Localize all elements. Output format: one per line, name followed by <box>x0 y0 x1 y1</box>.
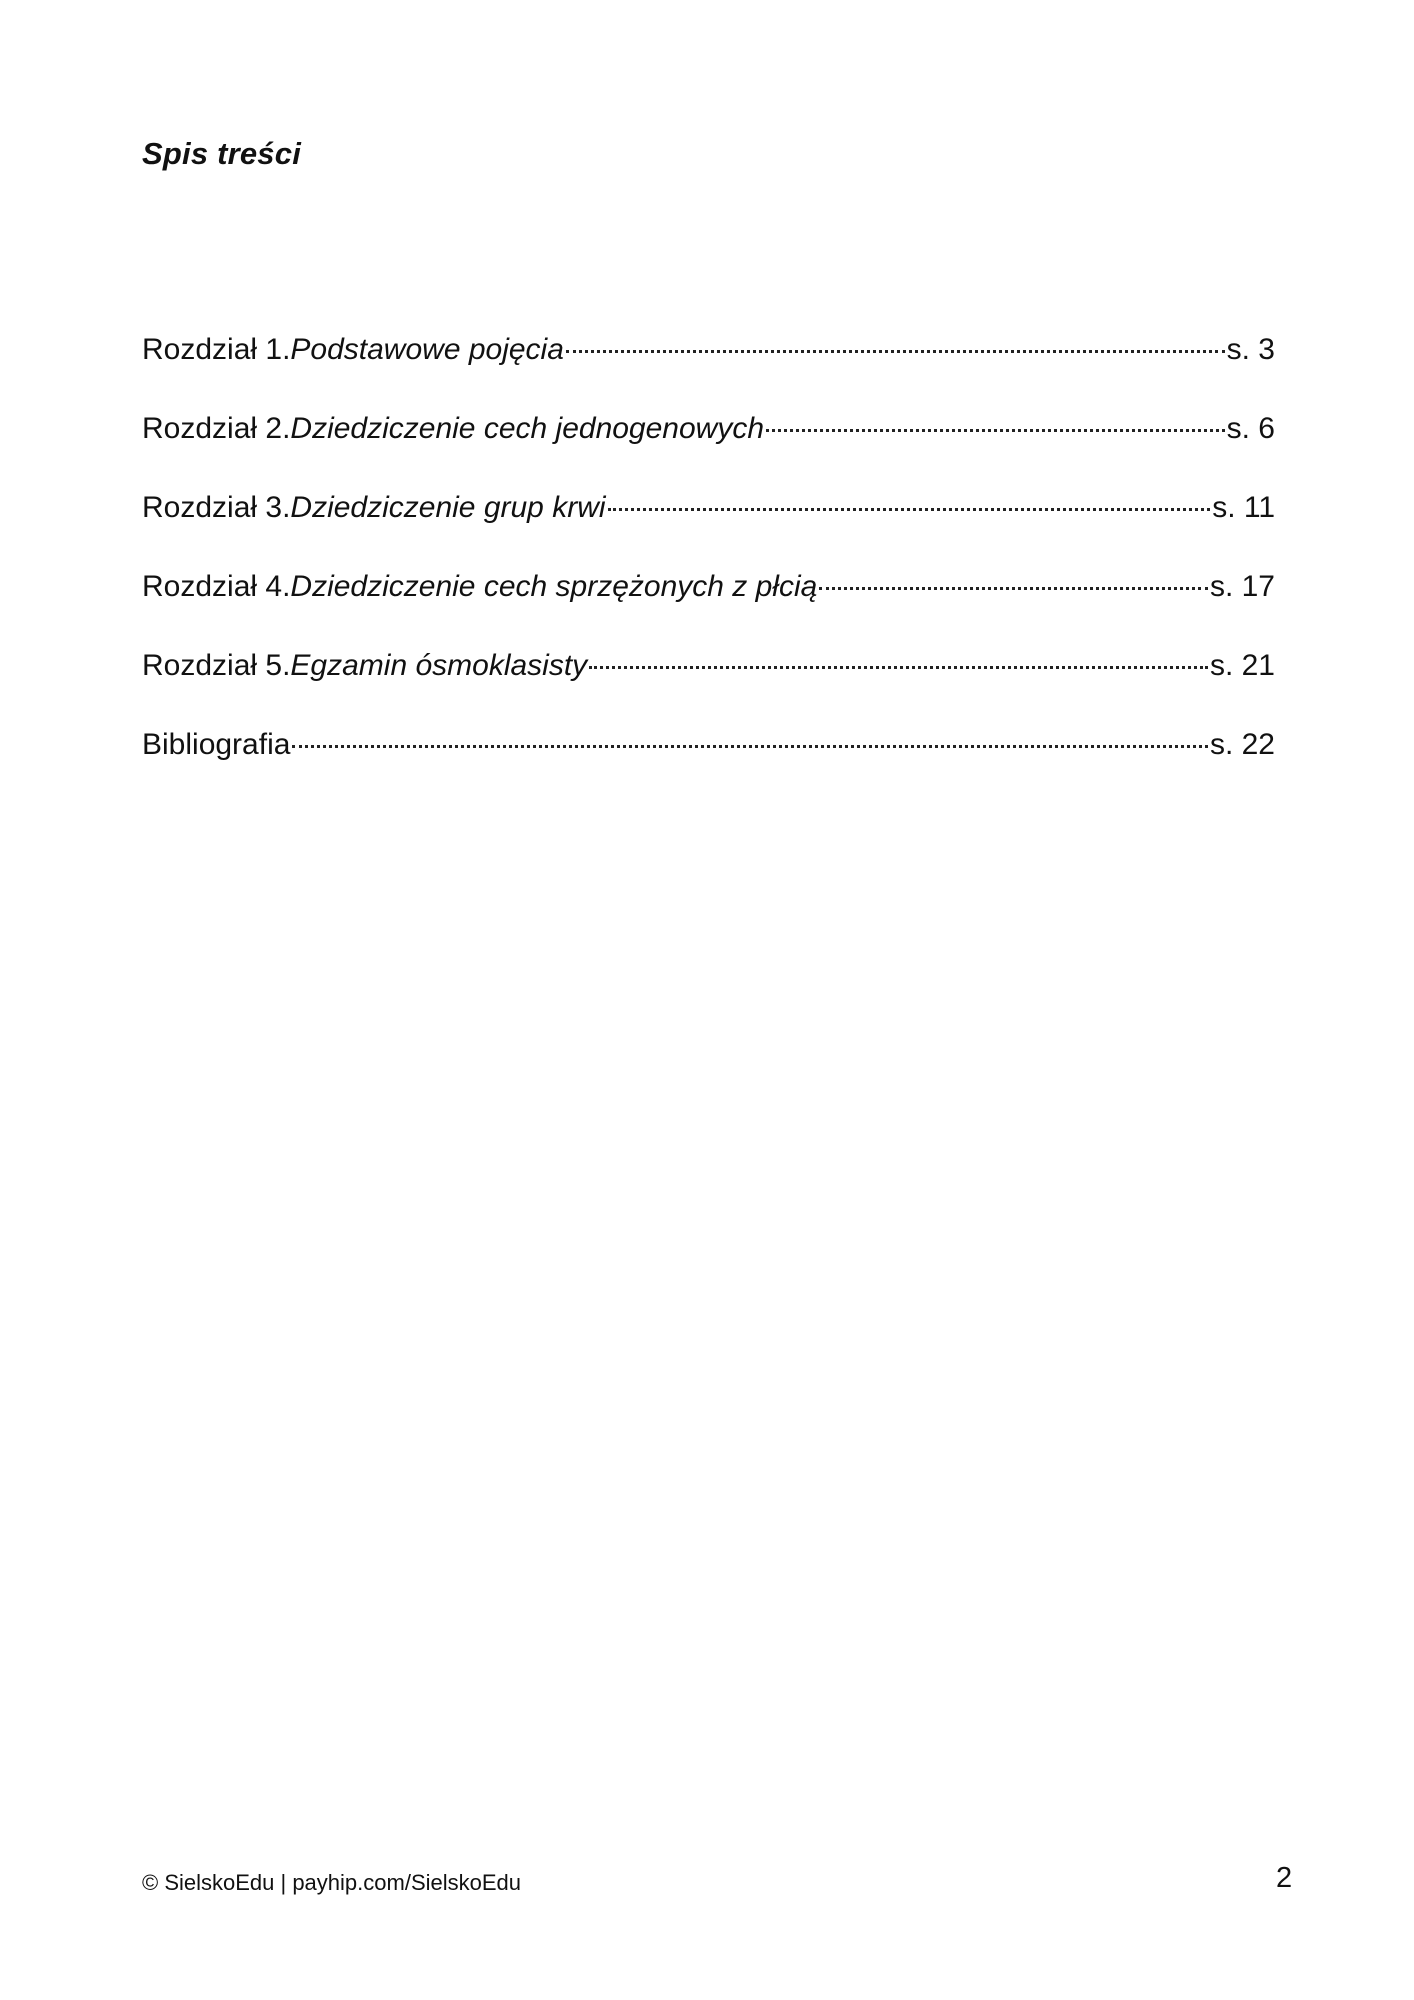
toc-dot-leader <box>819 587 1208 590</box>
toc-entry-title: Dziedziczenie cech jednogenowych <box>290 412 765 445</box>
toc-entry-title: Dziedziczenie grup krwi <box>290 491 606 524</box>
toc-entry-chapter-3[interactable] <box>142 488 1275 567</box>
toc-entry-prefix: Rozdział 5. <box>142 649 291 682</box>
table-of-contents <box>142 330 1275 804</box>
toc-entry-bibliography[interactable] <box>142 725 1275 804</box>
toc-entry-prefix: Rozdział 4. <box>142 570 291 603</box>
toc-entry-title: Bibliografia <box>142 728 291 761</box>
toc-entry-chapter-5[interactable] <box>142 646 1275 725</box>
toc-entry-page: s. 3 <box>1226 333 1275 366</box>
toc-dot-leader <box>292 745 1208 748</box>
toc-entry-prefix: Rozdział 3. <box>142 491 291 524</box>
toc-entry-title: Egzamin ósmoklasisty <box>290 649 588 682</box>
toc-entry-title: Dziedziczenie cech sprzężonych z płcią <box>290 570 818 603</box>
toc-dot-leader <box>766 429 1225 432</box>
toc-dot-leader <box>589 666 1208 669</box>
footer-credit: © SielskoEdu | payhip.com/SielskoEdu <box>142 1870 522 1895</box>
toc-entry-prefix: Rozdział 2. <box>142 412 291 445</box>
toc-entry-page: s. 21 <box>1209 649 1275 682</box>
toc-entry-chapter-4[interactable] <box>142 567 1275 646</box>
toc-entry-chapter-1[interactable] <box>142 330 1275 409</box>
toc-entry-title: Podstawowe pojęcia <box>290 333 564 366</box>
toc-entry-page: s. 6 <box>1226 412 1275 445</box>
toc-dot-leader <box>566 350 1225 353</box>
page-number: 2 <box>1276 1862 1293 1894</box>
page-title: Spis treści <box>142 136 302 171</box>
toc-dot-leader <box>608 508 1211 511</box>
toc-entry-chapter-2[interactable] <box>142 409 1275 488</box>
toc-entry-page: s. 11 <box>1212 491 1275 524</box>
toc-entry-page: s. 17 <box>1209 570 1275 603</box>
toc-entry-prefix: Rozdział 1. <box>142 333 291 366</box>
toc-entry-page: s. 22 <box>1209 728 1275 761</box>
